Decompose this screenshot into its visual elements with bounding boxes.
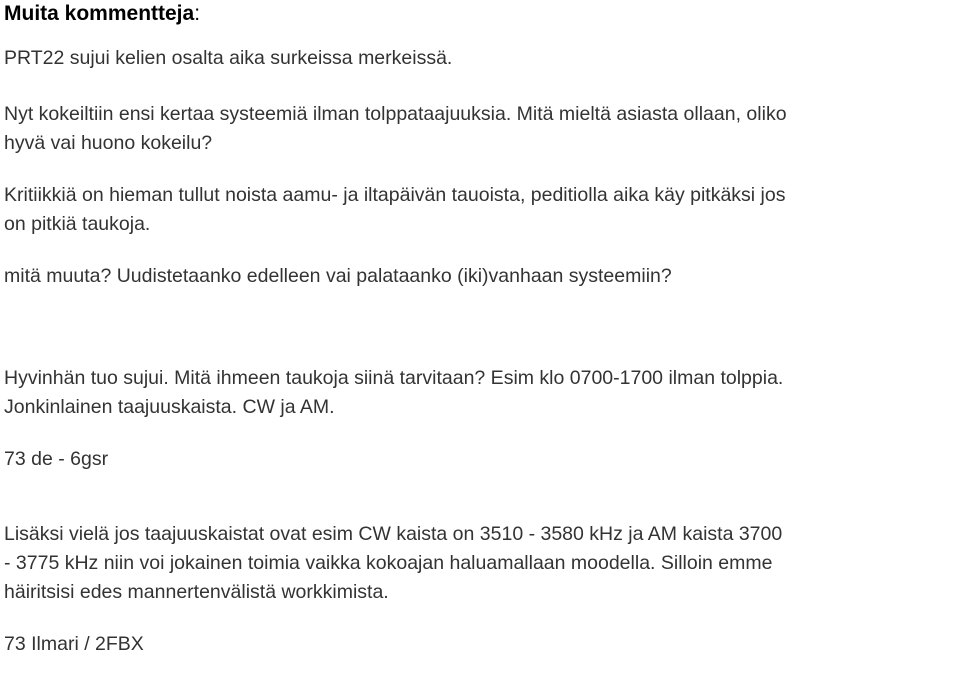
comments-document <box>4 0 958 659</box>
paragraph-line: mitä muuta? Uudistetaanko edelleen vai palataanko (iki)vanhaan systeemiin? <box>4 265 672 287</box>
paragraph-signoff-6gsr <box>4 445 958 474</box>
paragraph-line: häiritsisi edes mannertenvälistä workkimista. <box>4 581 389 603</box>
paragraph-experiment <box>4 100 958 158</box>
paragraph-line: on pitkiä taukoja. <box>4 213 151 235</box>
paragraph-line: 73 de - 6gsr <box>4 448 109 470</box>
paragraph-line: Jonkinlainen taajuuskaista. CW ja AM. <box>4 396 335 418</box>
paragraph-criticism <box>4 181 958 239</box>
paragraph-signoff-2fbx <box>4 630 958 659</box>
comments-heading-bold: Muita kommentteja <box>4 2 195 25</box>
paragraph-reply <box>4 364 958 422</box>
paragraph-line: Lisäksi vielä jos taajuuskaistat ovat esim CW kaista on 3510 - 3580 kHz ja AM kaista 3700 <box>4 523 783 545</box>
paragraph-line: Nyt kokeiltiin ensi kertaa systeemiä ilman tolppataajuuksia. Mitä mieltä asiasta ollaan, oliko <box>4 103 787 125</box>
comments-heading-colon: : <box>194 2 201 25</box>
paragraph-prt22 <box>4 44 958 73</box>
paragraph-line: Kritiikkiä on hieman tullut noista aamu- ja iltapäivän tauoista, peditiolla aika käy pitkäksi jos <box>4 184 786 206</box>
comments-heading <box>4 0 958 27</box>
paragraph-line: hyvä vai huono kokeilu? <box>4 132 213 154</box>
paragraph-bands <box>4 520 958 607</box>
paragraph-line: PRT22 sujui kelien osalta aika surkeissa merkeissä. <box>4 47 453 69</box>
paragraph-line: - 3775 kHz niin voi jokainen toimia vaikka kokoajan haluamallaan moodella. Silloin emme <box>4 552 773 574</box>
paragraph-line: Hyvinhän tuo sujui. Mitä ihmeen taukoja siinä tarvitaan? Esim klo 0700-1700 ilman tolppia. <box>4 367 784 389</box>
paragraph-what-else <box>4 262 958 291</box>
paragraph-line: 73 Ilmari / 2FBX <box>4 633 144 655</box>
